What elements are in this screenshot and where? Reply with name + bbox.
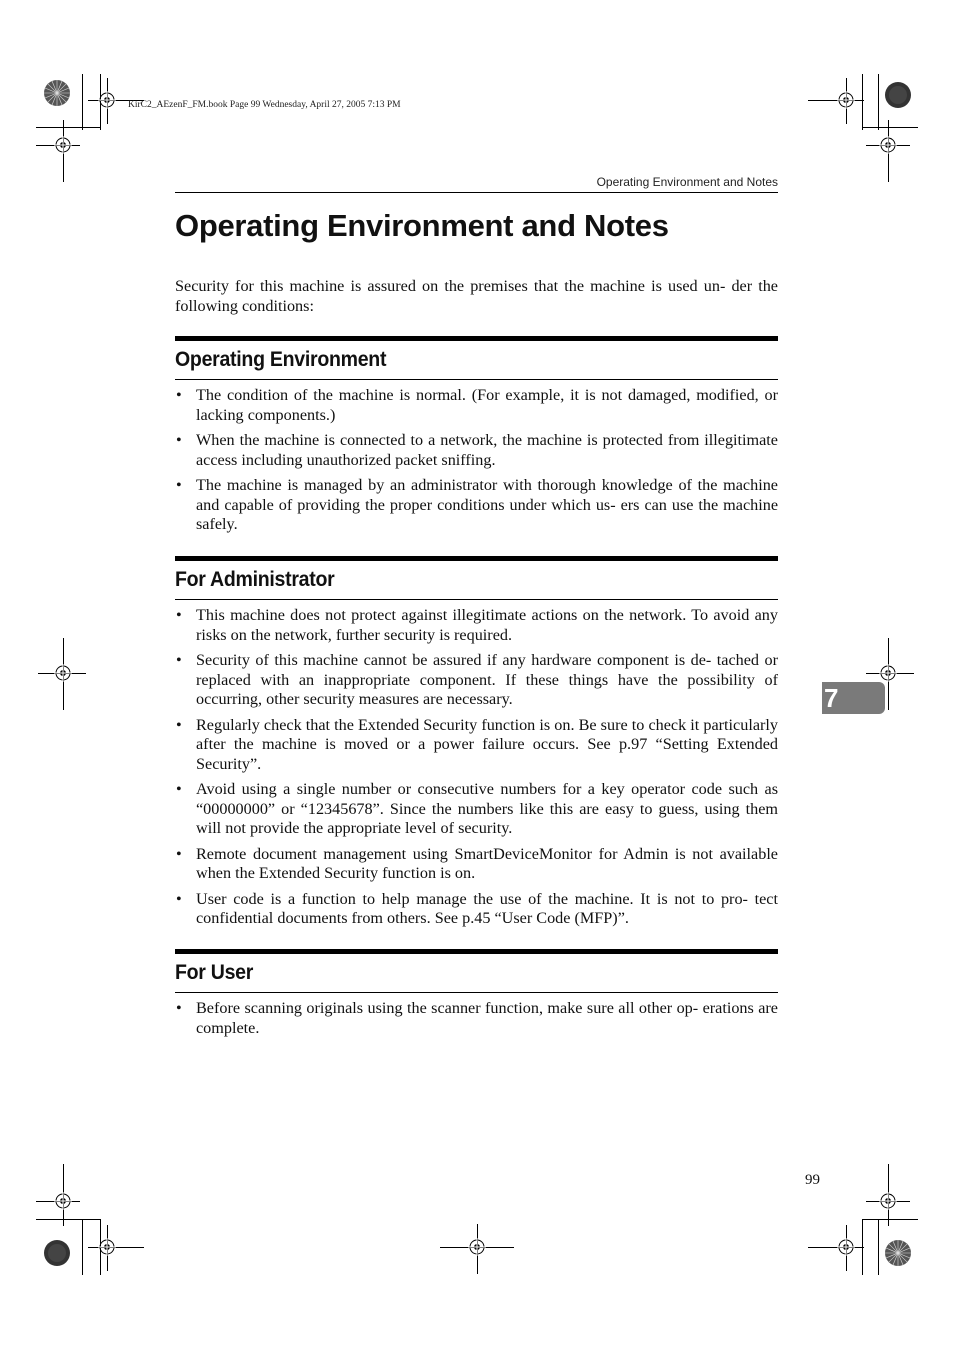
registration-target-icon (98, 1238, 116, 1256)
registration-target-icon (879, 136, 897, 154)
list-item: • The condition of the machine is normal. (For example, it is not damaged, modified, or lacking components.) (175, 386, 778, 425)
section-rule-bottom (175, 992, 778, 993)
list-item: • Remote document management using SmartDeviceMonitor for Admin is not available when the Extended Security function is on. (175, 845, 778, 884)
section-heading: For User (175, 961, 254, 984)
list-item: • Security of this machine cannot be assured if any hardware component is de- tached or replaced with an inappropriate component. If these things have the possibility of occurring, other security measures are necessary. (175, 651, 778, 710)
bullet-list (175, 386, 778, 535)
registration-target-icon (54, 136, 72, 154)
section-for-user (175, 949, 778, 1038)
registration-target-icon (837, 91, 855, 109)
section-operating-environment (175, 336, 778, 535)
chapter-tab: 7 (822, 682, 885, 714)
list-item: • Regularly check that the Extended Security function is on. Be sure to check it particularly after the machine is moved or a power failure occurs. See p.97 “Setting Extended Security”. (175, 716, 778, 775)
page-title: Operating Environment and Notes (175, 208, 669, 243)
section-for-administrator (175, 556, 778, 929)
registration-target-icon (98, 91, 116, 109)
intro-paragraph: Security for this machine is assured on the premises that the machine is used un- der the following conditions: (175, 277, 778, 315)
bullet-list (175, 999, 778, 1038)
starburst-registration-icon (884, 1239, 912, 1267)
registration-target-icon (54, 664, 72, 682)
section-rule-bottom (175, 379, 778, 380)
section-heading: For Administrator (175, 568, 335, 591)
solid-registration-dot-icon (43, 1239, 71, 1267)
section-heading: Operating Environment (175, 348, 387, 371)
list-item: • Avoid using a single number or consecutive numbers for a key operator code such as “00000000” or “12345678”. Since the numbers like this are easy to guess, using them will not provide the appropriate level of security. (175, 780, 778, 839)
registration-target-icon (468, 1238, 486, 1256)
list-item: • When the machine is connected to a network, the machine is protected from illegitimate access including unauthorized packet sniffing. (175, 431, 778, 470)
starburst-registration-icon (43, 79, 71, 107)
registration-target-icon (54, 1192, 72, 1210)
registration-target-icon (879, 664, 897, 682)
solid-registration-dot-icon (884, 81, 912, 109)
book-file-info: KirC2_AEzenF_FM.book Page 99 Wednesday, April 27, 2005 7:13 PM (128, 100, 401, 110)
list-item: • The machine is managed by an administrator with thorough knowledge of the machine and capable of providing the proper conditions under which us- ers can use the machine safely. (175, 476, 778, 535)
registration-target-icon (879, 1192, 897, 1210)
section-rule-bottom (175, 599, 778, 600)
bullet-list (175, 606, 778, 929)
list-item: • Before scanning originals using the scanner function, make sure all other op- erations are complete. (175, 999, 778, 1038)
list-item: • User code is a function to help manage the use of the machine. It is not to pro- tect confidential documents from others. See p.45 “User Code (MFP)”. (175, 890, 778, 929)
running-head-rule (175, 192, 778, 193)
list-item: • This machine does not protect against illegitimate actions on the network. To avoid any risks on the network, further security is required. (175, 606, 778, 645)
page-number: 99 (805, 1172, 820, 1188)
running-head: Operating Environment and Notes (596, 175, 778, 189)
registration-target-icon (837, 1238, 855, 1256)
